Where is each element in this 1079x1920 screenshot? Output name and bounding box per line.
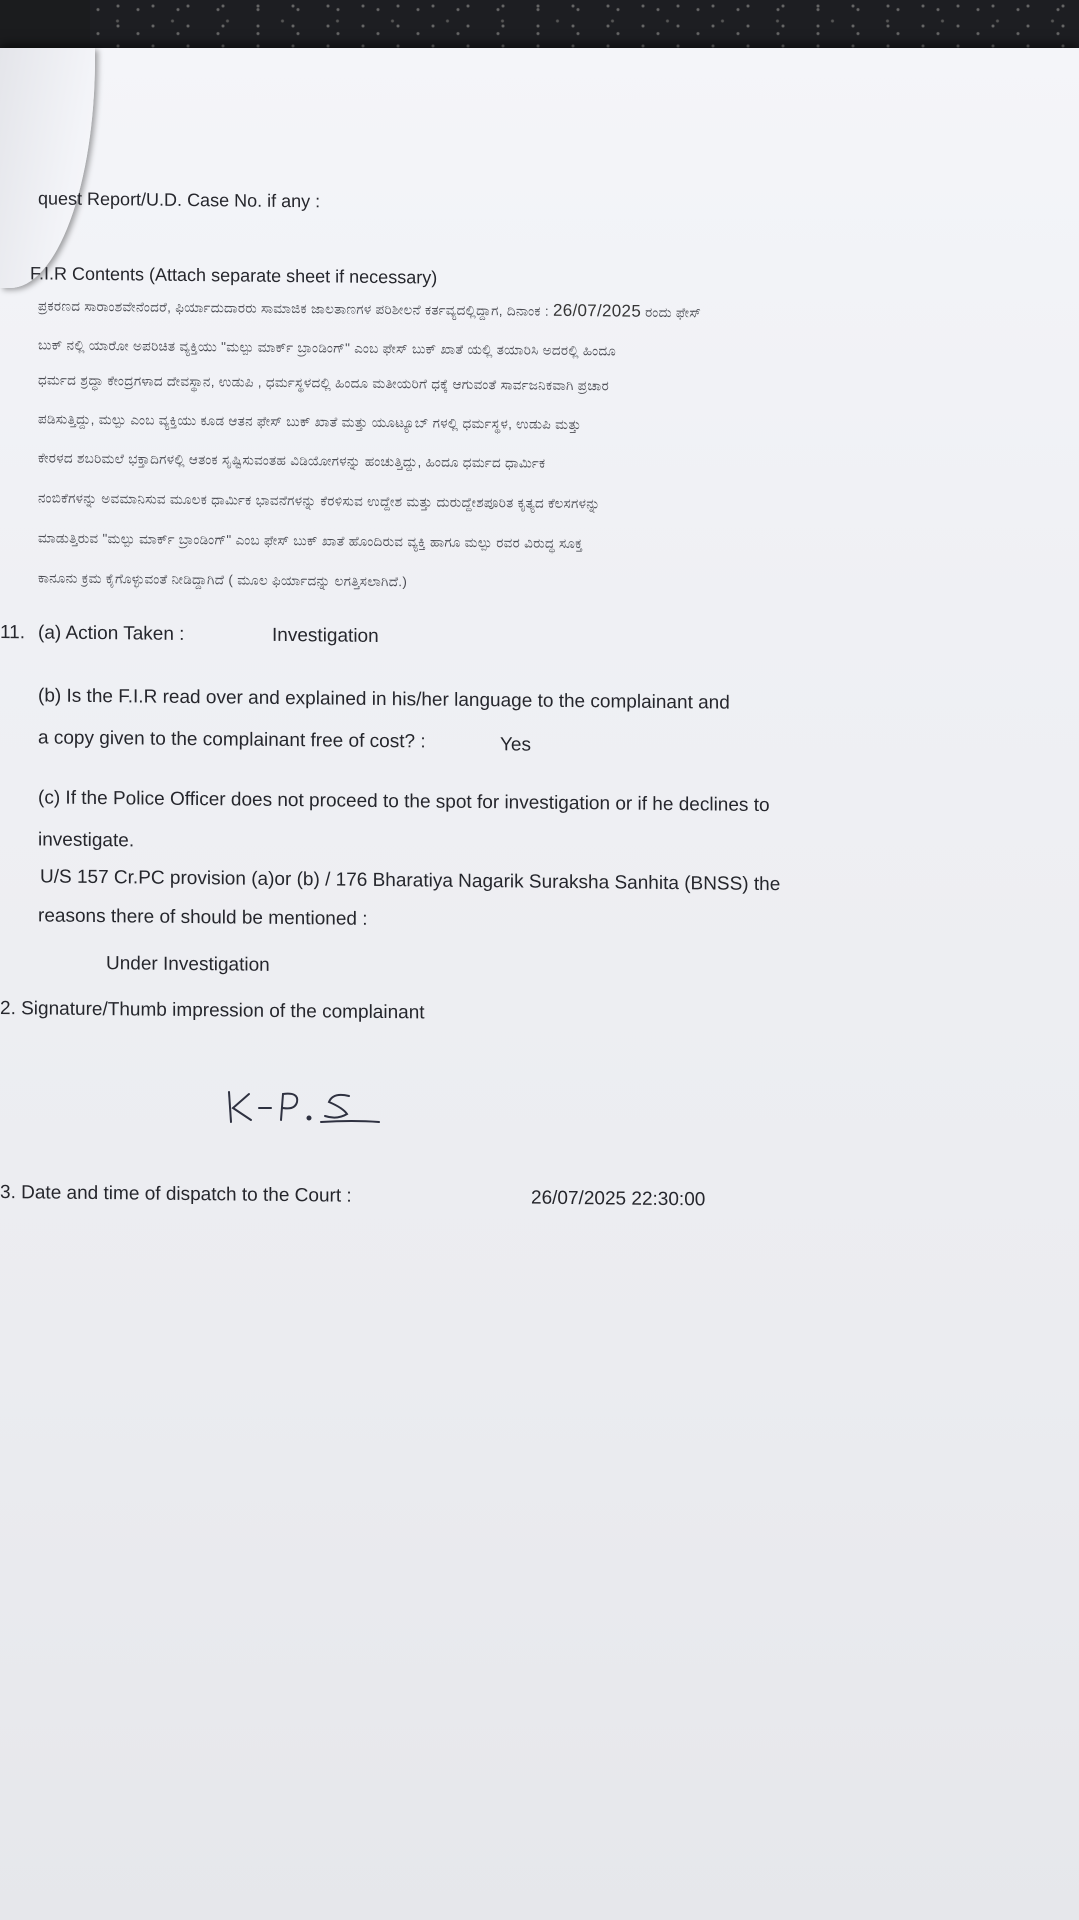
- background-dark-surface: [90, 0, 1079, 48]
- item-11-number: 11.: [0, 622, 26, 644]
- kannada-line-3: ಧರ್ಮದ ಶ್ರದ್ಧಾ ಕೇಂದ್ರಗಳಾದ ದೇವಸ್ಥಾನ, ಉಡುಪಿ , ಧರ್ಮಸ್ಥಳದಲ್ಲಿ ಹಿಂದೂ ಮತೀಯರಿಗೆ ಧಕ್ಕೆ ಆಗುವಂತೆ ಸಾರ್ವಜನಿಕವಾಗಿ ಪ್ರಚಾರ: [38, 372, 610, 394]
- dispatch-date-value: 26/07/2025 22:30:00: [531, 1187, 706, 1211]
- kannada-line-7: ಮಾಡುತ್ತಿರುವ "ಮಲ್ಪು ಮಾರ್ಕ್ ಬ್ರಾಂಡಿಂಗ್" ಎಂಬ ಫೇಸ್ ಬುಕ್ ಖಾತೆ ಹೊಂದಿರುವ ವ್ಯಕ್ತಿ ಹಾಗೂ ಮಲ್ಪು ರವರ ವಿರುದ್ಧ ಸೂಕ್ತ: [38, 530, 583, 552]
- action-taken-value: Investigation: [272, 624, 379, 647]
- kannada-date: 26/07/2025: [552, 300, 642, 321]
- officer-question-line2: investigate.: [38, 829, 135, 852]
- reasons-value: Under Investigation: [106, 953, 270, 976]
- kannada-line-6: ನಂಬಿಕೆಗಳನ್ನು ಅವಮಾನಿಸುವ ಮೂಲಕ ಧಾರ್ಮಿಕ ಭಾವನೆಗಳನ್ನು ಕೆರಳಿಸುವ ಉದ್ದೇಶ ಮತ್ತು ದುರುದ್ದೇಶಪೂರಿತ ಕೃತ್ಯದ ಕೆಲಸಗಳನ್ನು: [38, 490, 601, 512]
- officer-question-line4: reasons there of should be mentioned :: [38, 905, 368, 930]
- fir-read-question-line1: (b) Is the F.I.R read over and explained in his/her language to the complainant and: [38, 685, 730, 714]
- complainant-signature: [225, 1080, 425, 1130]
- inquest-report-label: quest Report/U.D. Case No. if any :: [38, 188, 321, 212]
- kannada-line-5: ಕೇರಳದ ಶಬರಿಮಲೆ ಭಕ್ತಾದಿಗಳಲ್ಲಿ ಆತಂಕ ಸೃಷ್ಟಿಸುವಂತಹ ವಿಡಿಯೋಗಳನ್ನು ಹಂಚುತ್ತಿದ್ದು, ಹಿಂದೂ ಧರ್ಮದ ಧಾರ್ಮಿಕ: [38, 450, 546, 471]
- paper-sheet: [0, 48, 1079, 1920]
- kannada-line-4: ಪಡಿಸುತ್ತಿದ್ದು, ಮಲ್ಪು ಎಂಬ ವ್ಯಕ್ತಿಯು ಕೂಡ ಆತನ ಫೇಸ್ ಬುಕ್ ಖಾತೆ ಮತ್ತು ಯೂಟ್ಯೂಬ್ ಗಳಲ್ಲಿ ಧರ್ಮಸ್ಥಳ, ಉಡುಪಿ ಮತ್ತು: [38, 411, 582, 433]
- action-taken-label: (a) Action Taken :: [38, 622, 185, 645]
- kannada-line-8: ಕಾನೂನು ಕ್ರಮ ಕೈಗೊಳ್ಳುವಂತೆ ನೀಡಿದ್ದಾಗಿದೆ ( ಮೂಲ ಫಿರ್ಯಾದನ್ನು ಲಗತ್ತಿಸಲಾಗಿದೆ.): [38, 570, 408, 590]
- fir-read-question-line2: a copy given to the complainant free of cost? :: [38, 727, 426, 753]
- fir-read-answer: Yes: [500, 734, 531, 756]
- fir-contents-heading: F.I.R Contents (Attach separate sheet if necessary): [30, 263, 438, 288]
- signature-label: 2. Signature/Thumb impression of the complainant: [0, 998, 425, 1024]
- officer-question-line1: (c) If the Police Officer does not proceed to the spot for investigation or if he declines to: [38, 787, 770, 817]
- officer-question-line3: U/S 157 Cr.PC provision (a)or (b) / 176 Bharatiya Nagarik Suraksha Sanhita (BNSS) the: [40, 866, 781, 896]
- kannada-line-1: ಪ್ರಕರಣದ ಸಾರಾಂಶವೇನೆಂದರೆ, ಫಿರ್ಯಾದುದಾರರು ಸಾಮಾಜಿಕ ಜಾಲತಾಣಗಳ ಪರಿಶೀಲನೆ ಕರ್ತವ್ಯದಲ್ಲಿದ್ದಾಗ, ದಿನಾಂಕ : 26/07/2025 ರಂದು ಫೇಸ್: [38, 298, 702, 321]
- dispatch-date-label: 3. Date and time of dispatch to the Court :: [0, 1182, 352, 1207]
- page-curl: [0, 48, 95, 288]
- kannada-line-2: ಬುಕ್ ನಲ್ಲಿ ಯಾರೋ ಅಪರಿಚಿತ ವ್ಯಕ್ತಿಯು "ಮಲ್ಪು ಮಾರ್ಕ್ ಬ್ರಾಂಡಿಂಗ್" ಎಂಬ ಫೇಸ್ ಬುಕ್ ಖಾತೆ ಯಲ್ಲಿ ತಯಾರಿಸಿ ಅದರಲ್ಲಿ ಹಿಂದೂ: [38, 337, 617, 359]
